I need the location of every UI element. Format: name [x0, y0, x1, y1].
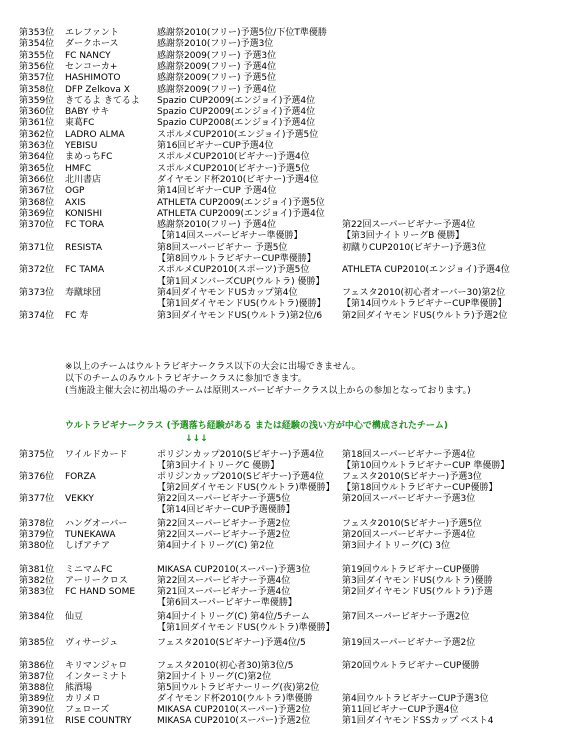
table-row [0, 288, 562, 299]
table-row [0, 39, 562, 50]
ultra-beginner-heading: ウルトラビギナークラス (予選落ち経験がある または経験の浅い方が中心で構成されたチーム) [65, 421, 448, 431]
result-cell: 【第14回ビギナーCUP予選優勝】 [157, 505, 295, 515]
result-cell: 【第1回ダイヤモンドUS(ウルトラ)準優勝】 [157, 623, 335, 633]
result-cell: 【第6回スーパービギナー準優勝】 [157, 598, 297, 608]
rank-cell: 第362位 [19, 129, 55, 140]
team-name-cell: きてるよ きてるよ [65, 95, 140, 106]
team-name-cell: フェローズ [65, 705, 110, 715]
table-row [0, 519, 562, 530]
table-row [0, 164, 562, 175]
table-row [0, 541, 562, 552]
result-cell: 感謝祭2010(フリー)予選5位/下位T準優勝 [157, 28, 327, 38]
team-name-cell: 熊酒場 [65, 683, 93, 693]
result-cell-2: 第18回スーパービギナー予選4位 [342, 450, 476, 460]
result-cell: MIKASA CUP2010(スーパー)予選2位 [157, 716, 311, 726]
table-row [0, 311, 562, 322]
team-name-cell: FC 寿 [65, 310, 89, 321]
table-row [0, 62, 562, 73]
rank-cell: 第353位 [19, 28, 55, 38]
rank-cell: 第354位 [19, 39, 55, 50]
table-row [0, 612, 562, 623]
result-cell: Spazio CUP2009(エンジョイ)予選4位 [157, 107, 316, 118]
table-row [0, 576, 562, 587]
team-name-cell: OGP [65, 186, 85, 197]
table-row [0, 51, 562, 62]
down-arrows: ↓↓↓ [185, 434, 208, 444]
team-name-cell: TUNEKAWA [65, 530, 116, 540]
team-name-cell: 東葛FC [65, 118, 95, 129]
table-row [0, 461, 562, 472]
table-row [0, 672, 562, 683]
result-cell-2: 第11回ビギナーCUP予選4位 [342, 705, 459, 715]
result-cell: ダイヤモンド杯2010(ビギナー)予選4位 [157, 174, 319, 185]
result-cell: 感謝祭2009(フリー) 予選3位 [157, 50, 277, 61]
result-cell: 感謝祭2009(フリー) 予選5位 [157, 73, 277, 84]
result-cell-2: 第19回ウルトラビギナーCUP優勝 [342, 565, 480, 575]
note-line-3: (当施設主催大会に初出場のチームは原則スーパービギナークラス以上からの参加となっております。) [65, 386, 471, 396]
table-row [0, 175, 562, 186]
result-cell: 感謝祭2010(フリー)予選3位 [157, 39, 274, 50]
table-row [0, 73, 562, 84]
result-cell-2: 第20回スーパービギナー予選4位 [342, 530, 476, 540]
table-row [0, 472, 562, 483]
rank-cell: 第380位 [19, 541, 55, 551]
team-name-cell: FC NANCY [65, 50, 111, 61]
table-row [0, 118, 562, 129]
result-cell-2: 第1回ダイヤモンドSSカップ ベスト4 [342, 716, 494, 726]
team-name-cell: DFP Zelkova X [65, 84, 130, 95]
result-cell-2: 第22回スーパービギナー予選4位 [342, 220, 476, 231]
result-cell: ポリジンカップ2010(Sビギナー)予選4位 [157, 450, 325, 460]
result-cell: MIKASA CUP2010(スーパー)予選3位 [157, 565, 311, 575]
result-cell: スポルメCUP2010(ビギナー)予選4位 [157, 152, 310, 163]
result-cell: 第4回ナイトリーグ(C) 第2位 [157, 541, 274, 551]
rank-cell: 第384位 [19, 612, 55, 622]
result-cell: Spazio CUP2009(エンジョイ)予選4位 [157, 95, 316, 106]
result-cell-2: 【第3回ナイトリーグB 優勝】 [342, 231, 465, 242]
rank-cell: 第387位 [19, 672, 55, 682]
rank-cell: 第391位 [19, 716, 55, 726]
table-row [0, 254, 562, 265]
result-cell-2: 第3回ダイヤモンドUS(ウルトラ)優勝 [342, 576, 493, 586]
table-row [0, 130, 562, 141]
team-name-cell: 寿蹴球団 [65, 287, 102, 298]
result-cell: 第22回スーパービギナー予選2位 [157, 530, 291, 540]
team-name-cell: ダークホース [65, 39, 119, 50]
table-row [0, 623, 562, 634]
team-name-cell: キリマンジャロ [65, 661, 128, 671]
result-cell: Spazio CUP2008(エンジョイ)予選4位 [157, 118, 316, 129]
rank-cell: 第360位 [19, 107, 55, 118]
team-name-cell: エレファント [65, 28, 119, 38]
rank-cell: 第368位 [19, 197, 55, 208]
team-name-cell: FC TAMA [65, 265, 105, 276]
result-cell-2: 第20回ウルトラビギナーCUP優勝 [342, 661, 480, 671]
result-cell: 第22回スーパービギナー予選4位 [157, 576, 291, 586]
rank-cell: 第386位 [19, 661, 55, 671]
table-row [0, 85, 562, 96]
result-cell-2: 初蹴りCUP2010(ビギナー)予選3位 [342, 242, 486, 253]
rank-cell: 第378位 [19, 519, 55, 529]
result-cell: ATHLETA CUP2009(エンジョイ)予選5位 [157, 197, 325, 208]
team-name-cell: KONISHI [65, 208, 103, 219]
team-name-cell: ハングオーバー [65, 519, 128, 529]
rank-cell: 第371位 [19, 242, 55, 253]
rank-cell: 第369位 [19, 208, 55, 219]
rank-cell: 第370位 [19, 220, 55, 231]
result-cell-2: フェスタ2010(Sビギナー)予選5位 [342, 519, 482, 529]
rank-cell: 第374位 [19, 310, 55, 321]
team-name-cell: HASHIMOTO [65, 73, 121, 84]
result-cell-2: 第2回ダイヤモンドUS(ウルトラ)予選2位 [342, 310, 508, 321]
result-cell-2: 第20回スーパービギナー予選3位 [342, 494, 476, 504]
result-cell: 第16回ビギナーCUP予選4位 [157, 141, 274, 151]
table-row [0, 450, 562, 461]
rank-cell: 第372位 [19, 265, 55, 276]
result-cell: 【第1回メンバーズCUP(ウルトラ) 優勝】 [157, 276, 325, 287]
result-cell: 第4回ナイトリーグ(C) 第4位/5チーム [157, 612, 310, 622]
table-row [0, 705, 562, 716]
rank-cell: 第355位 [19, 50, 55, 61]
rank-cell: 第388位 [19, 683, 55, 693]
result-cell: 感謝祭2009(フリー) 予選4位 [157, 61, 277, 72]
result-cell-2: 【第10回ウルトラビギナーCUP 準優勝】 [342, 461, 510, 471]
rank-cell: 第367位 [19, 186, 55, 197]
result-cell-2: 第3回ナイトリーグ(C) 3位 [342, 541, 450, 551]
team-name-cell: YEBISU [65, 141, 98, 151]
table-row [0, 28, 562, 39]
table-row [0, 530, 562, 541]
team-name-cell: VEKKY [65, 494, 94, 504]
table-row [0, 243, 562, 254]
result-cell-2: 第4回ウルトラビギナーCUP予選3位 [342, 694, 489, 704]
table-row [0, 186, 562, 197]
rank-cell: 第356位 [19, 61, 55, 72]
rank-cell: 第389位 [19, 694, 55, 704]
team-name-cell: BABY サキ [65, 107, 110, 118]
table-row [0, 152, 562, 163]
result-cell: 第22回スーパービギナー予選5位 [157, 494, 291, 504]
rank-cell: 第382位 [19, 576, 55, 586]
rank-cell: 第364位 [19, 152, 55, 163]
table-row [0, 661, 562, 672]
team-name-cell: RISE COUNTRY [65, 716, 132, 726]
team-name-cell: FORZA [65, 472, 96, 482]
rank-cell: 第381位 [19, 565, 55, 575]
rank-cell: 第375位 [19, 450, 55, 460]
result-cell: 感謝祭2009(フリー) 予選4位 [157, 84, 277, 95]
result-cell: 第3回ダイヤモンドUS(ウルトラ)第2位/6 [157, 310, 323, 321]
note-line-1: ※以上のチームはウルトラビギナークラス以下の大会に出場できません。 [65, 362, 361, 372]
rank-cell: 第357位 [19, 73, 55, 84]
table-row [0, 96, 562, 107]
rank-cell: 第373位 [19, 287, 55, 298]
rank-cell: 第363位 [19, 141, 55, 151]
result-cell: MIKASA CUP2010(スーパー)予選2位 [157, 705, 311, 715]
result-cell: 第5回ウルトラビギナーリーグ(夜)第2位 [157, 683, 320, 693]
table-row [0, 141, 562, 152]
team-name-cell: ミニマムFC [65, 565, 113, 575]
result-cell-2: フェスタ2010(初心者オーバー30)第2位 [342, 287, 506, 298]
team-name-cell: カリメロ [65, 694, 101, 704]
table-row [0, 209, 562, 220]
result-cell: 第22回スーパービギナー予選2位 [157, 519, 291, 529]
table-row [0, 494, 562, 505]
table-row [0, 694, 562, 705]
rank-cell: 第377位 [19, 494, 55, 504]
result-cell: 感謝祭2010(フリー) 予選4位 [157, 220, 277, 231]
team-name-cell: HMFC [65, 163, 91, 174]
team-name-cell: 北川書店 [65, 174, 102, 185]
result-cell: ATHLETA CUP2009(エンジョイ)予選4位 [157, 208, 325, 219]
rank-cell: 第361位 [19, 118, 55, 129]
result-cell-2: 第7回スーパービギナー予選2位 [342, 612, 470, 622]
result-cell-2: 第2回ダイヤモンドUS(ウルトラ)予選 [342, 587, 493, 597]
result-cell: スポルメCUP2010(スポーツ)予選5位 [157, 265, 310, 276]
team-name-cell: FC TORA [65, 220, 104, 231]
table-row [0, 483, 562, 494]
table-row [0, 683, 562, 694]
team-name-cell: RESISTA [65, 242, 102, 253]
table-row [0, 198, 562, 209]
result-cell: 第4回ダイヤモンドUSカップ第4位 [157, 287, 298, 298]
team-name-cell: AXIS [65, 197, 86, 208]
team-name-cell: ヴィサージュ [65, 638, 119, 648]
rank-cell: 第366位 [19, 174, 55, 185]
team-name-cell: FC HAND SOME [65, 587, 136, 597]
team-name-cell: インターミナト [65, 672, 128, 682]
team-name-cell: LADRO ALMA [65, 129, 125, 140]
rank-cell: 第385位 [19, 638, 55, 648]
result-cell: ダイヤモンド杯2010(ウルトラ)準優勝 [157, 694, 313, 704]
table-row [0, 265, 562, 276]
result-cell: 【第14回スーパービギナー準優勝】 [157, 231, 303, 242]
team-name-cell: 仙豆 [65, 612, 84, 622]
team-name-cell: センコーカ+ [65, 61, 118, 72]
result-cell: ポリジンカップ2010(Sビギナー)予選4位 [157, 472, 325, 482]
result-cell-2: 【第14回ウルトラビギナーCUP準優勝】 [342, 299, 507, 310]
table-row [0, 505, 562, 516]
team-name-cell: アーリークロス [65, 576, 128, 586]
result-cell: 【第1回ダイヤモンドUS(ウルトラ)優勝】 [157, 299, 326, 310]
rank-cell: 第390位 [19, 705, 55, 715]
result-cell-2: 【第18回ウルトラビギナーCUP優勝】 [342, 483, 498, 493]
result-cell: 第2回ナイトリーグ(C)第2位 [157, 672, 272, 682]
team-name-cell: ワイルドカード [65, 450, 128, 460]
rank-cell: 第359位 [19, 95, 55, 106]
table-row [0, 220, 562, 231]
result-cell: 第14回ビギナーCUP 予選4位 [157, 186, 277, 197]
table-row [0, 299, 562, 310]
result-cell-2: 第19回スーパービギナー予選2位 [342, 638, 476, 648]
result-cell: 【第3回ナイトリーグC 優勝】 [157, 461, 280, 471]
result-cell: フェスタ2010(Sビギナー)予選4位/5 [157, 638, 306, 648]
rank-cell: 第379位 [19, 530, 55, 540]
table-row [0, 598, 562, 609]
rank-cell: 第383位 [19, 587, 55, 597]
table-row [0, 277, 562, 288]
result-cell: 【第8回ウルトラビギナーCUP準優勝】 [157, 254, 316, 264]
table-row [0, 587, 562, 598]
result-cell: 第21回スーパービギナー予選4位 [157, 587, 291, 597]
team-name-cell: まめっちFC [65, 152, 113, 163]
table-row [0, 565, 562, 576]
result-cell: 【第2回ダイヤモンドUS(ウルトラ)準優勝】 [157, 483, 335, 493]
result-cell: 第8回スーパービギナー 予選5位 [157, 242, 288, 253]
rank-cell: 第365位 [19, 163, 55, 174]
table-row [0, 107, 562, 118]
rank-cell: 第376位 [19, 472, 55, 482]
note-line-2: 以下のチームのみウルトラビギナークラスに参加できます。 [65, 374, 307, 384]
result-cell-2: フェスタ2010(Sビギナー)予選3位 [342, 472, 482, 482]
table-row [0, 716, 562, 727]
result-cell: スポルメCUP2010(ビギナー)予選5位 [157, 163, 310, 174]
result-cell-2: ATHLETA CUP2010(エンジョイ)予選4位 [342, 265, 510, 276]
team-name-cell: しげアチア [65, 541, 111, 551]
table-row [0, 638, 562, 649]
table-row [0, 231, 562, 242]
rank-cell: 第358位 [19, 84, 55, 95]
result-cell: スポルメCUP2010(エンジョイ)予選5位 [157, 129, 319, 140]
result-cell: フェスタ2010(初心者30)第3位/5 [157, 661, 294, 671]
